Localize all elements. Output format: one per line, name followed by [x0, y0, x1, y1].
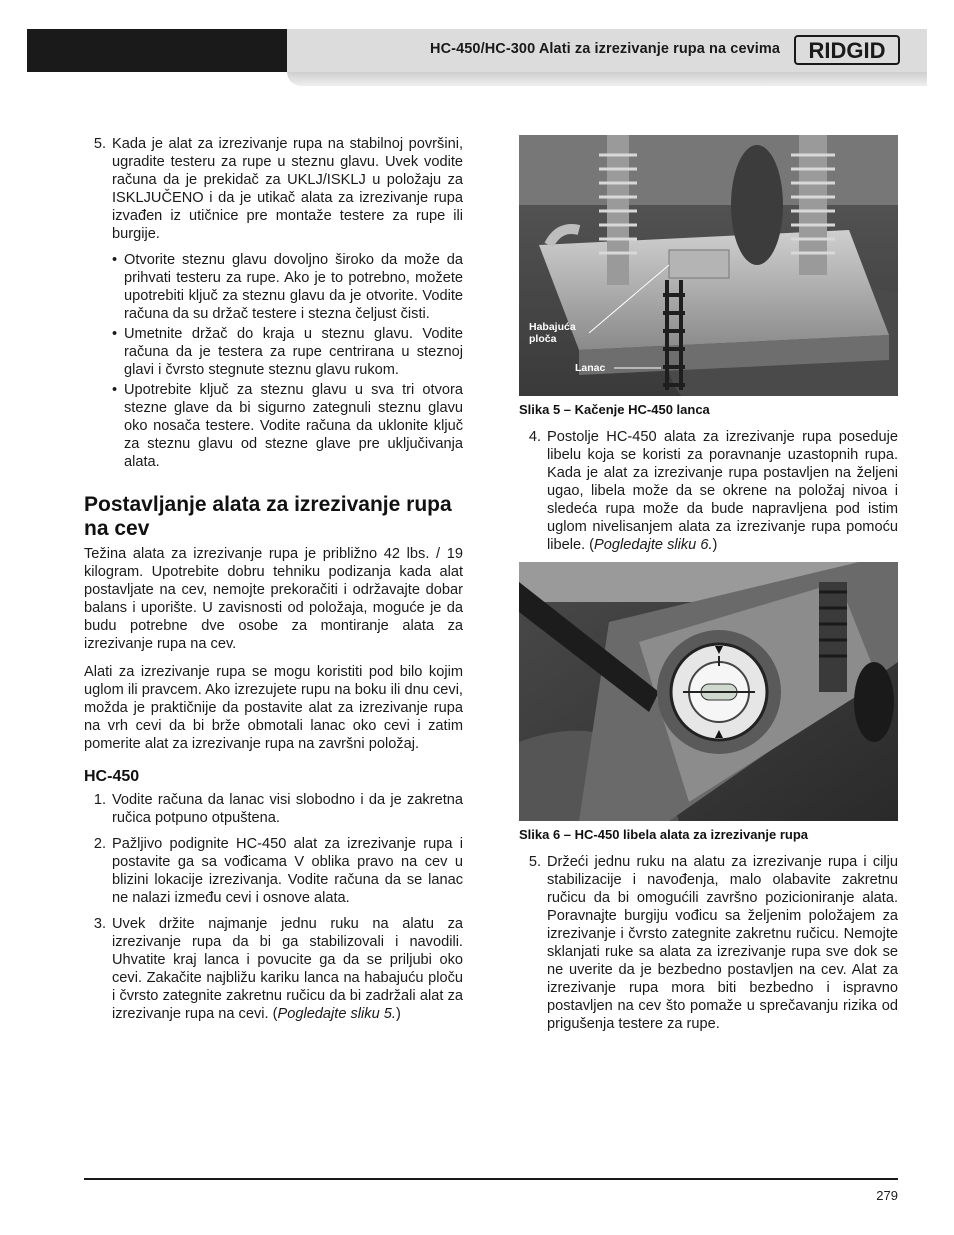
right-column — [519, 135, 898, 1041]
step-number: 5. — [528, 854, 541, 870]
step-1 — [84, 791, 463, 827]
label-wear-plate: Habajuća ploča — [529, 321, 576, 345]
step-text: Držeći jednu ruku na alatu za izrezivanje rupa i cilju stabilizacije i navođenja, malo olabavite zakretnu ručicu da bi omogućili završno pozicioniranje alata. Poravnajte burgiju vođicu sa željenim položajem za izrezivanje i čvrsto zategnite zakretnu ručicu. Nemojte sklanjati ruke sa alata za izrezivanje rupa sve dok se ne uverite da je bezbedno postavljen na cev. Alat za izrezivanje rupa mora biti bezbedno i ispravno postavljen na cev što pomaže u sprečavanju rizika od prigušenja testere za rupe. — [547, 854, 898, 1032]
page-number: 279 — [876, 1188, 898, 1203]
step-number: 1. — [93, 792, 106, 808]
left-column — [84, 135, 463, 1031]
step-number: 3. — [93, 916, 106, 932]
figure-6-photo — [519, 562, 898, 821]
step-text-end: ) — [712, 537, 718, 553]
step-5-left — [84, 135, 463, 243]
figure-6-illustration — [519, 562, 898, 821]
bullet-text: Upotrebite ključ za steznu glavu u sva tri otvora stezne glave da bi sigurno zategnuli steznu glavu oko nosača testere. Vodite računa da uklonite ključ za steznu glavu od stezne glave pre uključivanja alata. — [124, 382, 463, 470]
paragraph-angle: Alati za izrezivanje rupa se mogu koristiti pod bilo kojim uglom ili pravcem. Ako izrezujete rupu na boku ili dnu cevi, možda je praktičnije da postavite alat za izrezivanje rupa na vrh cevi da bi brže obmotali lanac oko cevi i zatim pomerite alat za izrezivanje rupa na završni položaj. — [84, 664, 463, 752]
bullet-item — [112, 251, 463, 323]
figure-5-photo — [519, 135, 898, 396]
bullet-icon: • — [112, 252, 118, 268]
header-shadow — [287, 72, 927, 86]
figure-5-caption: Slika 5 – Kačenje HC-450 lanca — [519, 402, 710, 417]
step-text: Vodite računa da lanac visi slobodno i da je zakretna ručica potpuno otpuštena. — [112, 792, 463, 826]
step-text-main: Postolje HC-450 alata za izrezivanje rupa poseduje libelu koja se koristi za poravnanje uzastopnih rupa. Kada je alat za izrezivanje rupa postavljen na željeni ugao, libela može da se okrene na položaj nivoa i sledeća rupa može da bude napravljena pod istim uglom nivelisanjem alata za izrezivanje rupa pomoću libele. ( — [547, 429, 898, 553]
section-title: Postavljanje alata za izrezivanje rupa na cev — [84, 493, 452, 540]
ridgid-logo-text: RIDGID — [808, 38, 886, 63]
step-text — [112, 915, 463, 1023]
bullet-text: Umetnite držač do kraja u steznu glavu. Vodite računa da je testera za rupe centrirana u steznoj glavi i čvrsto stegnute steznu glavu rukom. — [124, 326, 463, 378]
label-chain: Lanac — [575, 362, 606, 374]
step-text: Kada je alat za izrezivanje rupa na stabilnoj površini, ugradite testeru za rupe u steznu glavu. Uvek vodite računa da je prekidač za UKLJ/ISKLJ u položaju za ISKLJUČENO i da je utikač alata za izrezivanje rupa izvađen iz utičnice pre montaže testere za rupe ili burgije. — [112, 136, 463, 242]
ridgid-logo — [794, 34, 900, 66]
step-2 — [84, 835, 463, 907]
figure-5-illustration — [519, 135, 898, 396]
step-3 — [84, 915, 463, 1023]
footer-rule — [84, 1178, 898, 1180]
step-text: Pažljivo podignite HC-450 alat za izrezivanje rupa i postavite ga sa vođicama V oblika pravo na cev u blizini lokacije izrezivanja. Vodite računa da se lanac ne nalazi između cevi i osnove alata. — [112, 836, 463, 906]
step-text — [547, 428, 898, 554]
bullet-item — [112, 325, 463, 379]
figure-reference: Pogledajte sliku 5. — [277, 1006, 396, 1022]
step-number: 5. — [93, 136, 106, 152]
bullet-item — [112, 381, 463, 471]
figure-6-caption: Slika 6 – HC-450 libela alata za izrezivanje rupa — [519, 827, 809, 842]
paragraph-weight: Težina alata za izrezivanje rupa je približno 42 lbs. / 19 kilogram. Upotrebite dobru tehniku podizanja kada alat postavljate na cev, nemojte prekoračiti i održavajte dobar balans i uporište. U zavisnosti od položaja, moguće je da budu potrebne dve osobe za montiranje alata za izrezivanje rupa na cev. — [84, 546, 463, 652]
bullet-icon: • — [112, 326, 118, 342]
step-number: 2. — [93, 836, 106, 852]
bullet-icon: • — [112, 382, 118, 398]
subheading-hc450: HC-450 — [84, 768, 140, 785]
figure-reference: Pogledajte sliku 6. — [594, 537, 713, 553]
header-black-band — [27, 29, 287, 72]
step-text-end: ) — [395, 1006, 401, 1022]
bullet-text: Otvorite steznu glavu dovoljno široko da može da prihvati testeru za rupe. Ako je to potrebno, možete upotrebiti ključ za steznu glavu da je otvorite. Vodite računa da su držač testere i stezna čeljust čisti. — [124, 252, 463, 322]
header-title: HC-450/HC-300 Alati za izrezivanje rupa na cevima — [430, 41, 781, 57]
step-4 — [519, 428, 898, 554]
step-text-main: Uvek držite najmanje jednu ruku na alatu za izrezivanje rupa da bi ga stabilizovali i navodili. Uhvatite kraj lanca i povucite ga da se priljubi oko cevi. Zakačite najbližu kariku lanca na habajuću ploču i čvrsto zategnite zakretnu ručicu da bi zadržali alat za izrezivanje rupa na cevi. ( — [112, 916, 463, 1022]
step-number: 4. — [528, 429, 541, 445]
step-5-right — [519, 853, 898, 1033]
